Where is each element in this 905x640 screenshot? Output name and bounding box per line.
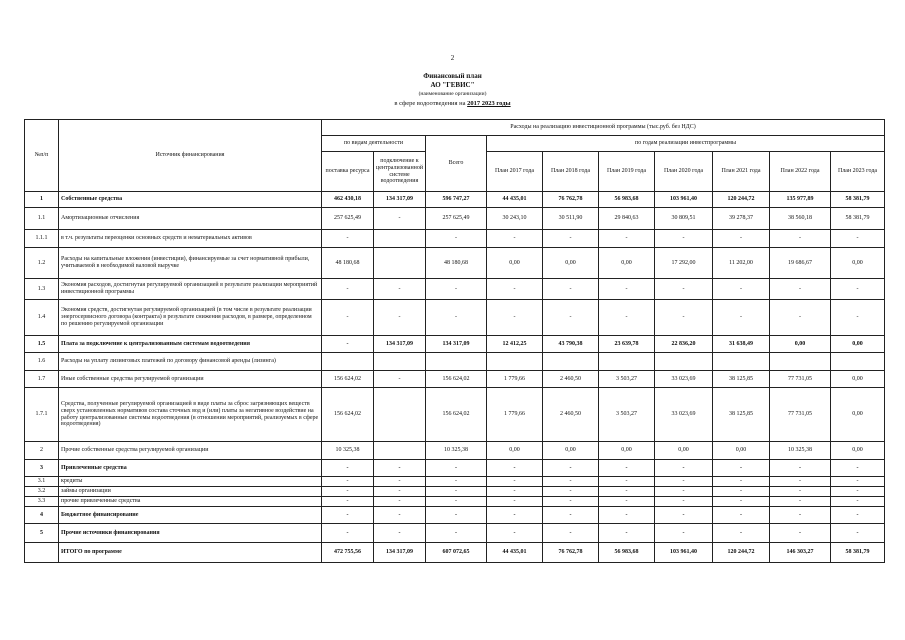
header-year: План 2022 года — [770, 152, 831, 192]
row-number: 1 — [25, 192, 59, 208]
cell-year: 0,00 — [831, 371, 885, 388]
cell-year: 0,00 — [713, 442, 770, 460]
table-row — [25, 371, 885, 388]
row-number: 2 — [25, 442, 59, 460]
header-by-year: по годам реализации инвестпрограммы — [487, 136, 885, 152]
header-year: План 2020 года — [655, 152, 713, 192]
row-source: Расходы на капитальные вложения (инвестиции), финансируемые за счет нормативной прибыли, учитываемой в необходимой валовой выручке — [59, 248, 322, 279]
cell-supply: - — [322, 460, 374, 477]
header-total: Всего — [426, 136, 487, 192]
cell-supply: - — [322, 507, 374, 524]
cell-year — [770, 353, 831, 371]
cell-year: - — [655, 477, 713, 487]
page-number: 2 — [450, 54, 455, 62]
cell-year: 30 511,90 — [543, 208, 599, 230]
cell-year: - — [770, 477, 831, 487]
cell-total — [426, 353, 487, 371]
row-number: 1.6 — [25, 353, 59, 371]
cell-year: 58 381,79 — [831, 543, 885, 563]
cell-supply: 48 180,68 — [322, 248, 374, 279]
cell-year — [487, 353, 543, 371]
cell-year: - — [487, 497, 543, 507]
row-source: прочие привлеченные средства — [59, 497, 322, 507]
cell-year: - — [543, 524, 599, 543]
header-year: План 2017 года — [487, 152, 543, 192]
cell-year: 38 125,85 — [713, 371, 770, 388]
cell-year: 3 503,27 — [599, 371, 655, 388]
table-row — [25, 543, 885, 563]
document-title: Финансовый план — [423, 72, 482, 80]
table-row — [25, 460, 885, 477]
cell-year: 103 961,40 — [655, 192, 713, 208]
cell-year: 56 983,68 — [599, 543, 655, 563]
cell-total: - — [426, 507, 487, 524]
cell-year: 77 731,05 — [770, 371, 831, 388]
row-number: 4 — [25, 507, 59, 524]
cell-year: 3 503,27 — [599, 388, 655, 442]
cell-year: - — [713, 477, 770, 487]
cell-total: - — [426, 497, 487, 507]
cell-year: - — [599, 507, 655, 524]
organization-caption: (наименование организации) — [418, 91, 487, 97]
cell-year: - — [770, 300, 831, 336]
cell-total: 257 625,49 — [426, 208, 487, 230]
cell-year: 38 560,18 — [770, 208, 831, 230]
table-row — [25, 353, 885, 371]
cell-year: 135 977,89 — [770, 192, 831, 208]
cell-year: - — [487, 487, 543, 497]
cell-year: - — [487, 300, 543, 336]
cell-connection: 134 317,09 — [374, 192, 426, 208]
cell-year: - — [599, 477, 655, 487]
cell-supply: - — [322, 230, 374, 248]
table-row — [25, 507, 885, 524]
cell-year: 17 292,00 — [655, 248, 713, 279]
cell-year: 0,00 — [655, 442, 713, 460]
cell-supply: - — [322, 524, 374, 543]
row-number: 3.1 — [25, 477, 59, 487]
cell-connection — [374, 230, 426, 248]
cell-year: - — [655, 279, 713, 300]
row-source: Экономия расходов, достигнутая регулируемой организацией в результате реализации мероприятий инвестиционной программы — [59, 279, 322, 300]
cell-year: 0,00 — [543, 442, 599, 460]
table-row — [25, 388, 885, 442]
cell-total: 48 180,68 — [426, 248, 487, 279]
cell-year — [599, 353, 655, 371]
cell-supply: 156 624,02 — [322, 388, 374, 442]
cell-year: - — [599, 487, 655, 497]
cell-year: - — [831, 524, 885, 543]
cell-year: 33 023,69 — [655, 371, 713, 388]
cell-year: - — [487, 279, 543, 300]
cell-year: - — [770, 230, 831, 248]
cell-year: - — [770, 524, 831, 543]
table-row — [25, 497, 885, 507]
header-year: План 2021 года — [713, 152, 770, 192]
cell-year: 146 303,27 — [770, 543, 831, 563]
cell-connection — [374, 353, 426, 371]
cell-year: - — [543, 300, 599, 336]
cell-year: - — [831, 460, 885, 477]
row-number: 3 — [25, 460, 59, 477]
document-subtitle — [0, 101, 905, 108]
cell-year: - — [543, 507, 599, 524]
cell-year: - — [599, 497, 655, 507]
row-source: займы организации — [59, 487, 322, 497]
cell-year: 38 125,85 — [713, 388, 770, 442]
table-row — [25, 248, 885, 279]
row-number: 1.2 — [25, 248, 59, 279]
cell-year: - — [713, 524, 770, 543]
cell-total: - — [426, 524, 487, 543]
cell-year — [543, 353, 599, 371]
header-year: План 2023 года — [831, 152, 885, 192]
cell-year: 58 381,79 — [831, 192, 885, 208]
cell-total: - — [426, 460, 487, 477]
cell-supply: 257 625,49 — [322, 208, 374, 230]
cell-year: 0,00 — [599, 248, 655, 279]
row-source: Бюджетное финансирование — [59, 507, 322, 524]
cell-year — [713, 353, 770, 371]
cell-connection: - — [374, 487, 426, 497]
cell-supply: 10 325,38 — [322, 442, 374, 460]
row-number: 1.1.1 — [25, 230, 59, 248]
header-year: План 2019 года — [599, 152, 655, 192]
row-number: 1.4 — [25, 300, 59, 336]
cell-connection: - — [374, 371, 426, 388]
cell-year: 0,00 — [487, 248, 543, 279]
cell-year: 76 762,78 — [543, 543, 599, 563]
cell-connection: - — [374, 460, 426, 477]
cell-year: - — [831, 300, 885, 336]
cell-year: - — [655, 487, 713, 497]
header-year: План 2018 года — [543, 152, 599, 192]
cell-year: 2 460,50 — [543, 388, 599, 442]
cell-year: 33 023,69 — [655, 388, 713, 442]
row-number: 5 — [25, 524, 59, 543]
cell-year: - — [543, 497, 599, 507]
cell-year: 44 435,01 — [487, 192, 543, 208]
cell-year: - — [831, 487, 885, 497]
cell-connection: - — [374, 497, 426, 507]
cell-supply: - — [322, 300, 374, 336]
cell-year: 0,00 — [770, 336, 831, 353]
header-source: Источник финансирования — [59, 120, 322, 192]
cell-year: - — [487, 230, 543, 248]
row-source: Иные собственные средства регулируемой организации — [59, 371, 322, 388]
cell-year: 0,00 — [599, 442, 655, 460]
cell-year: 12 412,25 — [487, 336, 543, 353]
subtitle-period: 2017 2023 годы — [467, 100, 511, 107]
cell-supply: - — [322, 336, 374, 353]
cell-year: - — [713, 460, 770, 477]
subtitle-prefix: в сфере водоотведения на — [394, 100, 468, 107]
table-row — [25, 487, 885, 497]
cell-year: 58 381,79 — [831, 208, 885, 230]
cell-connection: - — [374, 279, 426, 300]
cell-year: 23 639,78 — [599, 336, 655, 353]
cell-connection — [374, 442, 426, 460]
cell-connection: - — [374, 524, 426, 543]
cell-year: 56 983,68 — [599, 192, 655, 208]
cell-year: - — [831, 477, 885, 487]
cell-supply: - — [322, 477, 374, 487]
cell-year: 1 779,66 — [487, 388, 543, 442]
row-source: Собственные средства — [59, 192, 322, 208]
cell-year: - — [655, 507, 713, 524]
cell-year: - — [831, 507, 885, 524]
cell-supply: - — [322, 497, 374, 507]
cell-year: - — [713, 279, 770, 300]
cell-year: 30 243,10 — [487, 208, 543, 230]
header-by-activity: по видам деятельности — [322, 136, 426, 152]
cell-total: - — [426, 300, 487, 336]
cell-year: 2 460,50 — [543, 371, 599, 388]
row-source: в т.ч. результаты переоценки основных средств и нематериальных активов — [59, 230, 322, 248]
cell-total: - — [426, 230, 487, 248]
cell-year: 11 202,00 — [713, 248, 770, 279]
cell-year: - — [599, 460, 655, 477]
table-row — [25, 442, 885, 460]
cell-year: 0,00 — [831, 388, 885, 442]
cell-year: - — [599, 300, 655, 336]
financial-plan-table — [24, 119, 885, 563]
cell-year: 1 779,66 — [487, 371, 543, 388]
cell-year: - — [713, 487, 770, 497]
table-row — [25, 336, 885, 353]
cell-year: 0,00 — [831, 248, 885, 279]
table-row — [25, 192, 885, 208]
cell-year: 103 961,40 — [655, 543, 713, 563]
cell-year: - — [713, 497, 770, 507]
cell-year: - — [599, 524, 655, 543]
cell-year: - — [770, 507, 831, 524]
cell-year: - — [770, 497, 831, 507]
cell-supply: - — [322, 487, 374, 497]
cell-year: - — [487, 477, 543, 487]
row-number — [25, 543, 59, 563]
cell-total: 596 747,27 — [426, 192, 487, 208]
cell-total: 156 624,02 — [426, 388, 487, 442]
cell-total: - — [426, 279, 487, 300]
organization-name: АО "ГЕВИС" — [430, 81, 475, 89]
cell-connection — [374, 388, 426, 442]
cell-connection — [374, 248, 426, 279]
row-source: Амортизационные отчисления — [59, 208, 322, 230]
cell-year: - — [487, 460, 543, 477]
cell-supply — [322, 353, 374, 371]
header-supply: поставка ресурса — [322, 152, 374, 192]
cell-year: 0,00 — [487, 442, 543, 460]
table-body — [25, 192, 885, 563]
cell-connection: 134 317,09 — [374, 336, 426, 353]
cell-year: - — [831, 279, 885, 300]
cell-year: - — [713, 230, 770, 248]
cell-year: - — [655, 524, 713, 543]
cell-total: - — [426, 477, 487, 487]
cell-total: - — [426, 487, 487, 497]
cell-supply: 462 430,18 — [322, 192, 374, 208]
table-row — [25, 524, 885, 543]
cell-year: - — [831, 497, 885, 507]
cell-year: - — [713, 507, 770, 524]
cell-year: - — [655, 230, 713, 248]
row-number: 1.1 — [25, 208, 59, 230]
table-row — [25, 300, 885, 336]
cell-year: 120 244,72 — [713, 192, 770, 208]
cell-year: 10 325,38 — [770, 442, 831, 460]
cell-year: 22 836,20 — [655, 336, 713, 353]
row-number: 1.7.1 — [25, 388, 59, 442]
cell-connection: 134 317,09 — [374, 543, 426, 563]
row-source: Экономия средств, достигнутая регулируемой организацией (в том числе в результате реализации энергосервисного договора (контракта) в результате снижения расходов, в размере, определенном по решению регулируемой организации — [59, 300, 322, 336]
cell-connection: - — [374, 477, 426, 487]
table-row — [25, 477, 885, 487]
cell-total: 156 624,02 — [426, 371, 487, 388]
row-source: Привлеченные средства — [59, 460, 322, 477]
row-number: 1.3 — [25, 279, 59, 300]
cell-year: 29 840,63 — [599, 208, 655, 230]
cell-year: 76 762,78 — [543, 192, 599, 208]
cell-year: 0,00 — [543, 248, 599, 279]
cell-year: - — [487, 524, 543, 543]
row-source: Расходы на уплату лизинговых платежей по договору финансовой аренды (лизинга) — [59, 353, 322, 371]
header-num: №п/п — [25, 120, 59, 192]
cell-year — [831, 353, 885, 371]
cell-year: - — [713, 300, 770, 336]
table-header — [25, 120, 885, 192]
cell-year: - — [831, 230, 885, 248]
table-row — [25, 230, 885, 248]
cell-year: - — [655, 300, 713, 336]
cell-year: 30 809,51 — [655, 208, 713, 230]
cell-supply: - — [322, 279, 374, 300]
row-number: 1.7 — [25, 371, 59, 388]
row-number: 3.3 — [25, 497, 59, 507]
cell-total: 607 072,65 — [426, 543, 487, 563]
header-connection: подключение к централизованной системе водоотведения — [374, 152, 426, 192]
cell-supply: 472 755,56 — [322, 543, 374, 563]
cell-total: 10 325,38 — [426, 442, 487, 460]
cell-supply: 156 624,02 — [322, 371, 374, 388]
table-row — [25, 208, 885, 230]
cell-year: 77 731,05 — [770, 388, 831, 442]
cell-connection: - — [374, 507, 426, 524]
cell-year: 39 278,37 — [713, 208, 770, 230]
header-expenses: Расходы на реализацию инвестиционной программы (тыс.руб. без НДС) — [322, 120, 885, 136]
table-row — [25, 279, 885, 300]
cell-year: - — [655, 497, 713, 507]
cell-year: - — [543, 279, 599, 300]
cell-year: - — [770, 487, 831, 497]
row-source: ИТОГО по программе — [59, 543, 322, 563]
row-number: 3.2 — [25, 487, 59, 497]
cell-year: - — [770, 279, 831, 300]
cell-year: - — [599, 279, 655, 300]
row-number: 1.5 — [25, 336, 59, 353]
cell-year: 0,00 — [831, 336, 885, 353]
cell-year — [655, 353, 713, 371]
cell-year: - — [543, 487, 599, 497]
cell-year: - — [543, 460, 599, 477]
cell-total: 134 317,09 — [426, 336, 487, 353]
cell-year: - — [599, 230, 655, 248]
cell-year: 43 790,38 — [543, 336, 599, 353]
row-source: кредиты — [59, 477, 322, 487]
row-source: Плата за подключение к централизованным системам водоотведения — [59, 336, 322, 353]
cell-year: - — [770, 460, 831, 477]
cell-year: 120 244,72 — [713, 543, 770, 563]
cell-year: - — [487, 507, 543, 524]
cell-year: - — [543, 477, 599, 487]
cell-year: - — [655, 460, 713, 477]
cell-connection: - — [374, 300, 426, 336]
row-source: Прочие собственные средства регулируемой организации — [59, 442, 322, 460]
cell-year: 31 638,49 — [713, 336, 770, 353]
cell-connection: - — [374, 208, 426, 230]
cell-year: 19 686,67 — [770, 248, 831, 279]
cell-year: 0,00 — [831, 442, 885, 460]
row-source: Средства, полученные регулируемой организацией в виде платы за сброс загрязняющих веществ сверх установленных нормативов состава сточных вод и (или) платы за негативное воздействие на работу централизованные системы водоотведения (в отношении мероприятий, реализуемых в сфере водоотведения) — [59, 388, 322, 442]
row-source: Прочие источники финансирования — [59, 524, 322, 543]
cell-year: 44 435,01 — [487, 543, 543, 563]
cell-year: - — [543, 230, 599, 248]
